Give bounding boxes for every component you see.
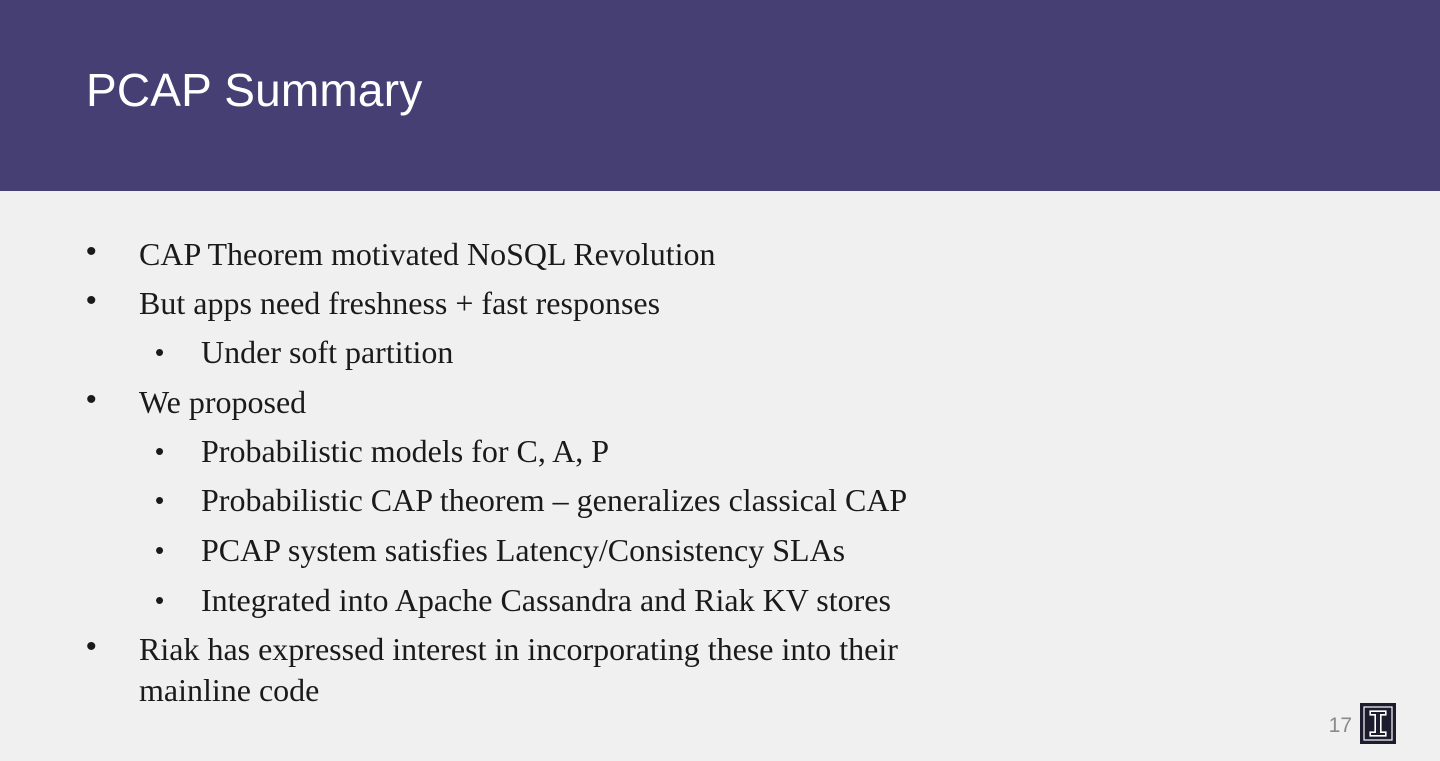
bullet-marker: • xyxy=(86,235,97,268)
bullet-text: PCAP system satisfies Latency/Consistency SLAs xyxy=(201,532,846,568)
bullet-text: Probabilistic models for C, A, P xyxy=(201,433,609,469)
bullet-marker: • xyxy=(155,585,165,615)
block-i-logo-icon-graphic xyxy=(1363,706,1393,741)
bullet-marker: • xyxy=(155,337,165,367)
bullet-text: Integrated into Apache Cassandra and Riak KV stores xyxy=(201,582,891,618)
bullet-marker: • xyxy=(155,535,165,565)
bullet-text: CAP Theorem motivated NoSQL Revolution xyxy=(139,236,716,272)
bullet-marker: • xyxy=(86,630,97,663)
header-band xyxy=(0,0,1440,191)
bullet-text: We proposed xyxy=(139,384,307,420)
bullet-marker: • xyxy=(86,284,97,317)
bullet-text-continuation: mainline code xyxy=(139,672,320,708)
bullet-marker: • xyxy=(155,436,165,466)
bullet-text: But apps need freshness + fast responses xyxy=(139,285,661,321)
page-number: 17 xyxy=(1328,714,1352,737)
block-i-logo-icon xyxy=(1360,703,1396,744)
bullet-marker: • xyxy=(155,485,165,515)
bullet-marker: • xyxy=(86,383,97,416)
bullet-text: Probabilistic CAP theorem – generalizes classical CAP xyxy=(201,482,908,518)
slide-title: PCAP Summary xyxy=(86,64,423,116)
bullet-text: Under soft partition xyxy=(201,334,454,370)
bullet-text: Riak has expressed interest in incorporating these into their xyxy=(139,631,898,667)
